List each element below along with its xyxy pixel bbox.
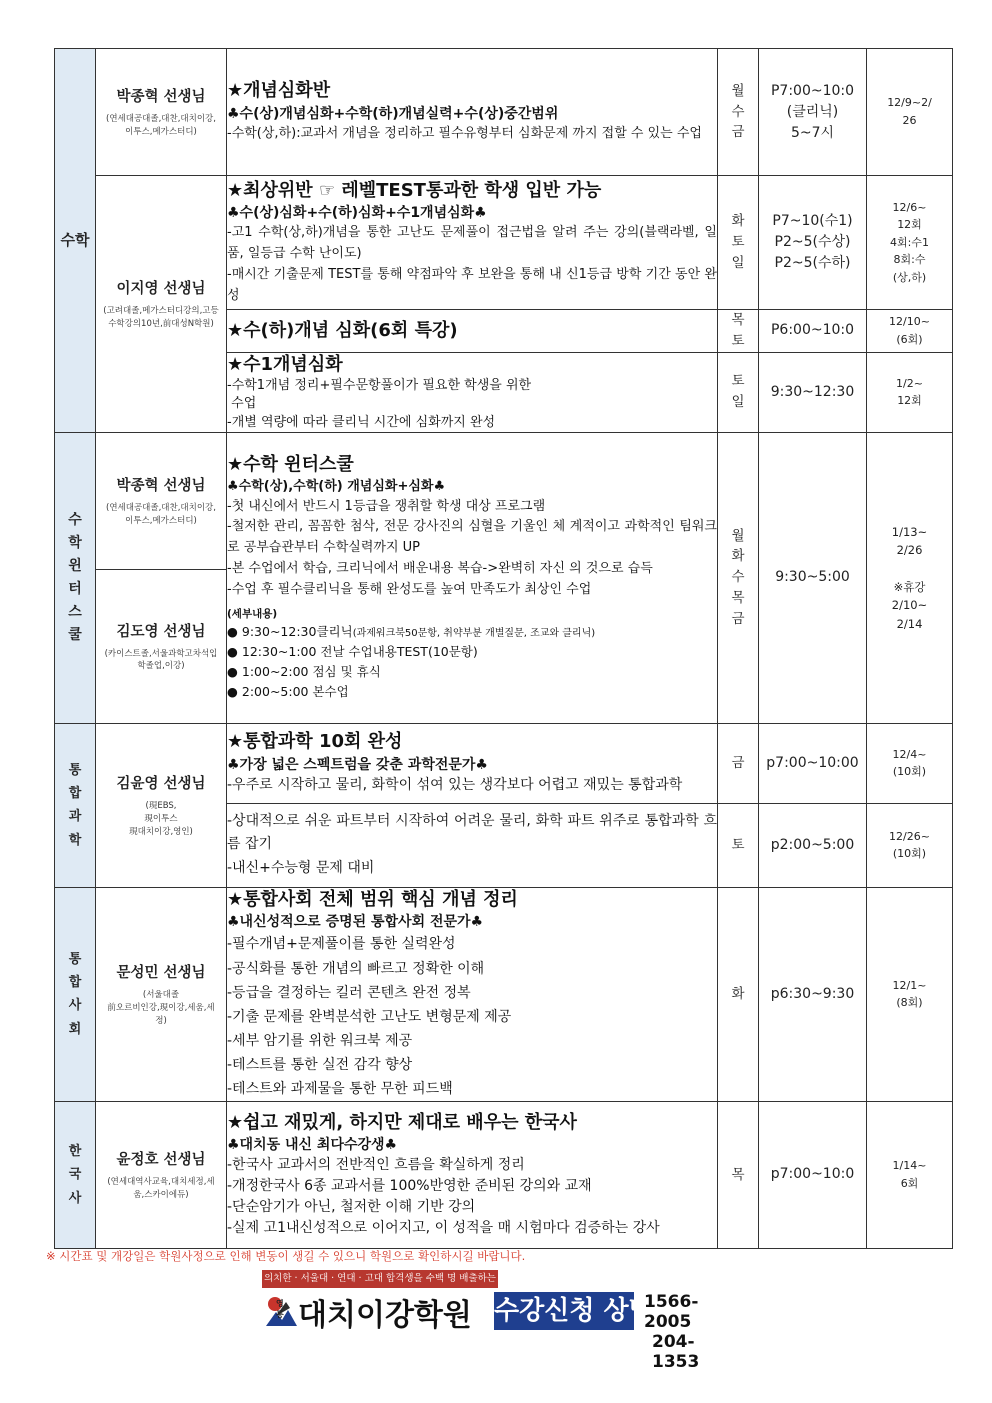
- day-cell: 금: [718, 723, 759, 803]
- course-content: [227, 49, 718, 176]
- contact-phones: [644, 1292, 732, 1372]
- teacher-desc: (연세대공대졸,대찬,대치이강,이투스,메가스터디): [106, 503, 216, 526]
- phone-number: 204-1353: [652, 1332, 700, 1372]
- schedule-table: [54, 48, 953, 1249]
- day-cell: 목: [718, 1101, 759, 1248]
- registration-banner: 수강신청 상담: [494, 1292, 634, 1330]
- course-subtitle: ♣수(상)개념심화+수학(하)개념실력+수(상)중간범위: [227, 105, 559, 122]
- course-content: [227, 1101, 718, 1248]
- course-line: -한국사 교과서의 전반적인 흐름을 확실하게 정리: [227, 1157, 525, 1174]
- teacher-desc: (연세대공대졸,대찬,대치이강,이투스,메가스터디): [106, 114, 216, 137]
- time-cell: p7:00~10:0: [759, 1101, 867, 1248]
- bullet-main: ● 2:00~5:00 본수업: [227, 684, 349, 700]
- course-line: -세부 암기를 위한 워크북 제공: [227, 1032, 413, 1049]
- day-cell: 토 일: [718, 352, 759, 432]
- teacher-desc: (現EBS, 現이투스 現대치이강,영인): [129, 801, 193, 837]
- subject-cell: 통 합 사 회: [55, 887, 96, 1101]
- table-row: [55, 49, 953, 176]
- course-line: 수업: [227, 396, 257, 412]
- day-cell: 목 토: [718, 310, 759, 353]
- course-line: -테스트와 과제물을 통한 무한 피드백: [227, 1080, 453, 1097]
- course-line: -매시간 기출문제 TEST를 통해 약점파악 후 보완을 통해 내 신1등급 방학 기간 동안 완성: [227, 266, 717, 303]
- footer-slogan: 의치한 · 서울대 · 연대 · 고대 합격생을 수백 명 배출하는: [262, 1270, 498, 1288]
- detail-label: (세부내용): [227, 607, 278, 620]
- course-title: ★개념심화반: [227, 80, 331, 102]
- day-cell: 화 토 일: [718, 176, 759, 310]
- course-line: -철저한 관리, 꼼꼼한 첨삭, 전문 강사진의 심혈을 기울인 체 계적이고 과학적인 팀워크로 공부습관부터 수학실력까지 UP: [227, 519, 717, 556]
- bullet-main: ● 9:30~12:30클리닉: [227, 624, 353, 640]
- table-row: [55, 176, 953, 310]
- period-cell: 12/6~ 12회 4회:수1 8회:수 (상,하): [867, 176, 953, 310]
- time-cell: p7:00~10:00: [759, 723, 867, 803]
- time-cell: p2:00~5:00: [759, 803, 867, 887]
- course-line: -개별 역량에 따라 클리닉 시간에 심화까지 완성: [227, 414, 496, 430]
- course-content: [227, 723, 718, 803]
- course-content: [227, 887, 718, 1101]
- course-subtitle: ♣가장 넓은 스펙트럼을 갖춘 과학전문가♣: [227, 756, 488, 773]
- academy-name: 대치이강학원: [298, 1298, 472, 1333]
- teacher-cell: [96, 432, 227, 569]
- period-cell: 12/4~ (10회): [867, 723, 953, 803]
- teacher-name: 이지영 선생님: [116, 281, 206, 298]
- course-line: -필수개념+문제풀이를 통한 실력완성: [227, 936, 456, 953]
- course-title: ★통합과학 10회 완성: [227, 731, 403, 753]
- table-row: [55, 723, 953, 803]
- teacher-name: 윤정호 선생님: [116, 1152, 206, 1169]
- teacher-cell: [96, 176, 227, 433]
- course-line: -수업 후 필수클리닉을 통해 완성도를 높여 만족도가 최상인 수업: [227, 581, 592, 597]
- period-cell: 12/9~2/ 26: [867, 49, 953, 176]
- academy-footer: [262, 1270, 732, 1372]
- period-cell: 1/2~ 12회: [867, 352, 953, 432]
- teacher-name: 김도영 선생님: [116, 623, 206, 640]
- time-cell: p6:30~9:30: [759, 887, 867, 1101]
- bullet-note: (과제워크북50문항, 취약부분 개별질문, 조교와 클리닉): [352, 628, 596, 640]
- course-line: -공식화를 통한 개념의 빠르고 정확한 이해: [227, 960, 485, 977]
- course-content: [227, 352, 718, 432]
- teacher-name: 문성민 선생님: [116, 965, 206, 982]
- course-content: [227, 432, 718, 723]
- course-line: -개정한국사 6종 교과서를 100%반영한 준비된 강의와 교재: [227, 1178, 592, 1195]
- course-title: ★최상위반 ☞ 레벨TEST통과한 학생 입반 가능: [227, 179, 602, 201]
- bullet-main: ● 12:30~1:00 전날 수업내용TEST(10문항): [227, 644, 478, 660]
- course-line: -본 수업에서 학습, 크리닉에서 배운내용 복습->완벽히 자신 의 것으로 습득: [227, 560, 653, 576]
- schedule-notice: ※ 시간표 및 개강일은 학원사정으로 인해 변동이 생길 수 있으니 학원으로 확인하시길 바랍니다.: [46, 1249, 526, 1263]
- course-content: [227, 803, 718, 887]
- course-line: -수학1개념 정리+필수문항풀이가 필요한 학생을 위한: [227, 378, 532, 394]
- teacher-desc: (고려대졸,메가스터디강의,고등수학강의10년,前대성N학원): [103, 306, 219, 329]
- teacher-cell: [96, 49, 227, 176]
- period-cell: 1/14~ 6회: [867, 1101, 953, 1248]
- course-subtitle: ♣수(상)심화+수(하)심화+수1개념심화♣: [227, 204, 487, 221]
- day-cell: 화: [718, 887, 759, 1101]
- time-cell: 9:30~5:00: [759, 432, 867, 723]
- course-title: ★수1개념심화: [227, 353, 343, 375]
- phone-number: 1566-2005: [644, 1292, 699, 1332]
- course-line: -등급을 결정하는 킬러 콘텐츠 완전 정복: [227, 984, 471, 1001]
- time-cell: P6:00~10:0: [759, 310, 867, 353]
- day-cell: 토: [718, 803, 759, 887]
- period-cell: 12/10~ (6회): [867, 310, 953, 353]
- teacher-cell: [96, 723, 227, 887]
- teacher-name: 김윤영 선생님: [116, 776, 206, 793]
- teacher-name: 박종혁 선생님: [116, 89, 206, 106]
- course-line: -우주로 시작하고 물리, 화학이 섞여 있는 생각보다 어렵고 재밌는 통합과학: [227, 776, 683, 793]
- course-content: [227, 176, 718, 310]
- teacher-cell: [96, 569, 227, 723]
- period-cell: 12/1~ (8회): [867, 887, 953, 1101]
- course-subtitle: ♣내신성적으로 증명된 통합사회 전문가♣: [227, 914, 484, 931]
- teacher-desc: (카이스트졸,서울과학고차석입학졸업,이강): [104, 648, 218, 672]
- period-cell: 1/13~ 2/26 ※휴강 2/10~ 2/14: [867, 432, 953, 723]
- course-title: ★통합사회 전체 범위 핵심 개념 정리: [227, 888, 518, 910]
- time-cell: 9:30~12:30: [759, 352, 867, 432]
- course-line: -첫 내신에서 반드시 1등급을 쟁취할 학생 대상 프로그램: [227, 498, 546, 514]
- subject-cell: 한 국 사: [55, 1101, 96, 1248]
- course-title: ★쉽고 재밌게, 하지만 제대로 배우는 한국사: [227, 1111, 577, 1133]
- course-line: -테스트를 통한 실전 감각 향상: [227, 1056, 413, 1073]
- teacher-cell: [96, 887, 227, 1101]
- course-title: ★수(하)개념 심화(6회 특강): [227, 319, 458, 341]
- detail-bullet: [227, 662, 717, 682]
- time-cell: P7:00~10:0 (클리닉) 5~7시: [759, 49, 867, 176]
- course-line: -고1 수학(상,하)개념을 통한 고난도 문제풀이 접근법을 알려 주는 강의(블랙라벨, 일품, 일등급 수학 난이도): [227, 225, 717, 261]
- day-cell: 월 수 금: [718, 49, 759, 176]
- course-line: -기출 문제를 완벽분석한 고난도 변형문제 제공: [227, 1008, 512, 1025]
- table-row: [55, 1101, 953, 1248]
- course-line: -단순암기가 아닌, 철저한 이해 기반 강의: [227, 1199, 476, 1216]
- course-title: ★수학 윈터스쿨: [227, 454, 354, 476]
- detail-bullet: [227, 622, 717, 642]
- table-row: [55, 887, 953, 1101]
- subject-cell: 통 합 과 학: [55, 723, 96, 887]
- course-subtitle: ♣대치동 내신 최다수강생♣: [227, 1136, 398, 1153]
- course-line: -수학(상,하):교과서 개념을 정리하고 필수유형부터 심화문제 까지 접할 수 있는 수업: [227, 125, 702, 141]
- course-line: -상대적으로 쉬운 파트부터 시작하여 어려운 물리, 화학 파트 위주로 통합과학 흐름 잡기: [227, 812, 717, 853]
- detail-bullet: [227, 642, 717, 662]
- detail-bullet: [227, 682, 717, 702]
- table-row: [55, 432, 953, 569]
- teacher-desc: (연세대역사교육,대치세정,세움,스카이에듀): [107, 1177, 215, 1200]
- teacher-name: 박종혁 선생님: [116, 478, 206, 495]
- teacher-cell: [96, 1101, 227, 1248]
- course-content: [227, 310, 718, 353]
- course-line: -실제 고1내신성적으로 이어지고, 이 성적을 매 시험마다 검증하는 강사: [227, 1220, 660, 1237]
- teacher-desc: (서울대졸 前오르비인강,現이강,세움,세정): [107, 990, 215, 1026]
- logo-branch-label: 영통: [276, 1299, 284, 1319]
- course-line: -내신+수능형 문제 대비: [227, 860, 375, 877]
- day-cell: 월 화 수 목 금: [718, 432, 759, 723]
- bullet-main: ● 1:00~2:00 점심 및 휴식: [227, 664, 381, 680]
- time-cell: P7~10(수1) P2~5(수상) P2~5(수하): [759, 176, 867, 310]
- subject-cell: 수학: [55, 49, 96, 433]
- subject-cell: 수 학 윈 터 스 쿨: [55, 432, 96, 723]
- course-subtitle: ♣수학(상),수학(하) 개념심화+심화♣: [227, 478, 446, 494]
- period-cell: 12/26~ (10회): [867, 803, 953, 887]
